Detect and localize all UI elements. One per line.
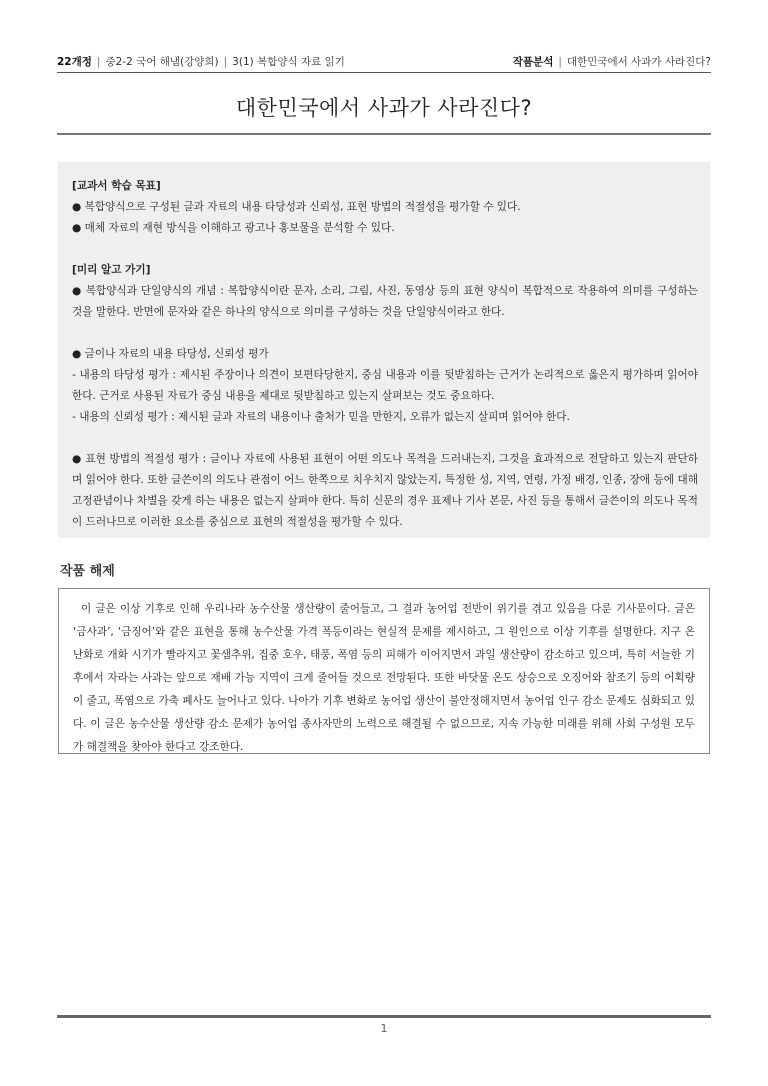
reliability-paragraph: - 내용의 신뢰성 평가 : 제시된 글과 자료의 내용이나 출처가 믿을 만한지, 오류가 없는지 살피며 읽어야 한다. <box>72 411 570 423</box>
validity-paragraph: - 내용의 타당성 평가 : 제시된 주장이나 의견이 보편타당한지, 중심 내용과 이를 뒷받침하는 근거가 논리적으로 옳은지 평가하며 읽어야 한다. 근거로 사용된 자료가 중심 내용을 제대로 뒷받침하고 있는지 살펴보는 것도 중요하다. <box>72 369 698 402</box>
info-box <box>58 162 710 538</box>
course-label: 중2-2 국어 해냄(강양희) <box>105 55 219 68</box>
unit-label: 3(1) 복합양식 자료 읽기 <box>232 55 345 68</box>
preview-heading: [미리 알고 가기] <box>72 264 151 276</box>
learning-goals-heading: [교과서 학습 목표] <box>72 180 161 192</box>
curriculum-label: 22개정 <box>57 55 92 68</box>
title-divider <box>57 133 711 135</box>
learning-goal-item: ● 매체 자료의 재현 방식을 이해하고 광고나 홍보물을 분석할 수 있다. <box>72 222 395 234</box>
page-number: 1 <box>380 1022 388 1035</box>
header-left: 22개정 | 중2-2 국어 해냄(강양희) | 3(1) 복합양식 자료 읽기 <box>57 55 345 68</box>
page-header <box>57 50 711 72</box>
concept-paragraph: ● 복합양식과 단일양식의 개념 : 복합양식이란 문자, 소리, 그림, 사진, 동영상 등의 표현 양식이 복합적으로 작용하여 의미를 구성하는 것을 말한다. 반면에 문자와 같은 하나의 양식으로 의미를 구성하는 것을 단일양식이라고 한다. <box>72 285 698 318</box>
footer-divider <box>57 1015 711 1018</box>
work-summary-box <box>58 588 710 754</box>
validity-heading: ● 글이나 자료의 내용 타당성, 신뢰성 평가 <box>72 348 269 360</box>
header-right: 작품분석 | 대한민국에서 사과가 사라진다? <box>512 55 711 68</box>
learning-goal-item: ● 복합양식으로 구성된 글과 자료의 내용 타당성과 신뢰성, 표현 방법의 적절성을 평가할 수 있다. <box>72 201 521 213</box>
page-title: 대한민국에서 사과가 사라진다? <box>235 96 533 120</box>
work-summary-text: 이 글은 이상 기후로 인해 우리나라 농수산물 생산량이 줄어들고, 그 결과 농어업 전반이 위기를 겪고 있음을 다룬 기사문이다. 글은 ‘금사과’, ‘금징어’와 같은 표현을 통해 농수산물 가격 폭등이라는 현실적 문제를 제시하고, 그 원인으로 이상 기후를 설명한다. 지구 온난화로 개화 시기가 빨라지고 꽃샘추위, 집중 호우, 태풍, 폭염 등의 피해가 이어지면서 과일 생산량이 감소하고 있으며, 특히 서늘한 기후에서 자라는 사과는 앞으로 재배 가능 지역이 크게 줄어들 것으로 전망된다. 또한 바닷물 온도 상승으로 오징어와 참조기 등의 어획량이 줄고, 폭염으로 가축 폐사도 늘어나고 있다. 나아가 기후 변화로 농어업 생산이 불안정해지면서 농어업 인구 감소 문제도 심화되고 있다. 이 글은 농수산물 생산량 감소 문제가 농어업 종사자만의 노력으로 해결될 수 없으므로, 지속 가능한 미래를 위해 사회 구성원 모두가 해결책을 찾아야 한다고 강조한다. <box>73 603 695 753</box>
work-section-title: 작품 해제 <box>60 564 115 579</box>
expression-paragraph: ● 표현 방법의 적절성 평가 : 글이나 자료에 사용된 표현이 어떤 의도나 목적을 드러내는지, 그것을 효과적으로 전달하고 있는지 판단하며 읽어야 한다. 또한 글쓴이의 의도나 관점이 어느 한쪽으로 치우치지 않았는지, 특정한 성, 지역, 연령, 가정 배경, 인종, 장애 등에 대해 고정관념이나 차별을 갖게 하는 내용은 없는지 살펴야 한다. 특히 신문의 경우 표제나 기사 본문, 사진 등을 통해서 글쓴이의 의도나 목적이 드러나므로 이러한 요소를 중심으로 표현의 적절성을 평가할 수 있다. <box>72 453 698 528</box>
category-label: 작품분석 <box>512 55 554 68</box>
header-divider <box>57 72 711 73</box>
topic-label: 대한민국에서 사과가 사라진다? <box>566 55 711 68</box>
